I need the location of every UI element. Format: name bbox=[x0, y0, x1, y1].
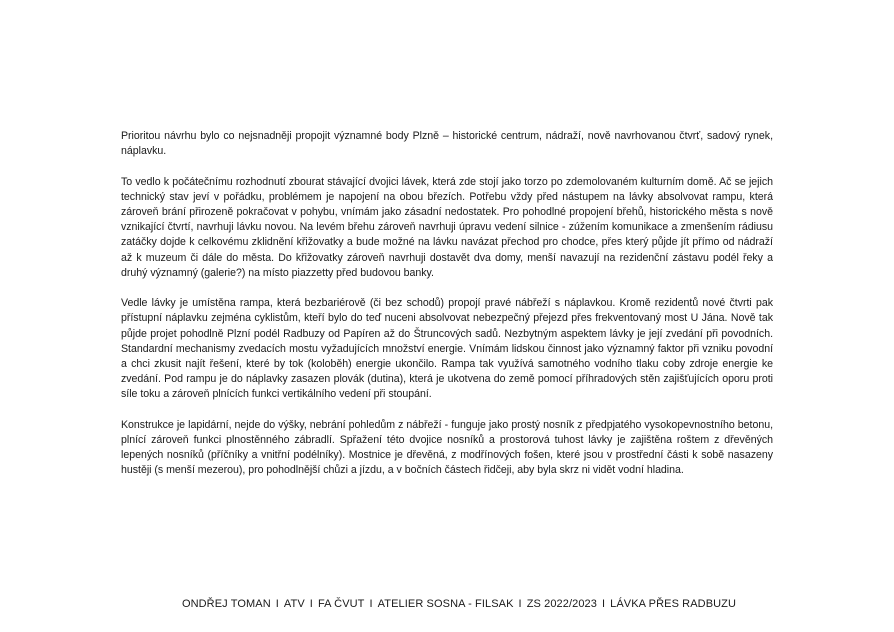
footer bbox=[100, 596, 818, 612]
footer-faculty: FA ČVUT bbox=[317, 598, 365, 610]
footer-studio: ATELIER SOSNA - FILSAK bbox=[377, 598, 514, 610]
footer-department: ATV bbox=[283, 598, 305, 610]
paragraph-ramp: Vedle lávky je umístěna rampa, která bezbariérově (či bez schodů) propojí pravé nábřeží s náplavkou. Kromě rezidentů nové čtvrti pak přístupní náplavku zejména cyklistům, kteří bylo do teď nuceni absolvovat nebezpečný přejezd přes frekventovaný most U Jána. Nově tak půjde projet pohodlně Plzní podél Radbuzy od Papíren až do Štruncových sadů. Nezbytným aspektem lávky je její zvedání při povodních. Standardní mechanismy zvedacích mostu vyžadujících množství energie. Vnímám lidskou činnost jako významný faktor při vzniku povodní a chci zkusit najít řešení, které by tok (koloběh) energie ukončilo. Rampa tak využívá samotného vodního tlaku coby zdroje energie ke zvedání. Pod rampu je do náplavky zasazen plovák (dutina), která je ukotvena do země pomocí příhradových stěn zajišťujících oporu proti síle toku a zároveň plnících funkci vertikálního vedení při stoupání. bbox=[121, 297, 773, 401]
footer-semester: ZS 2022/2023 bbox=[526, 598, 597, 610]
footer-separator: I bbox=[602, 598, 606, 610]
body-text bbox=[121, 129, 773, 494]
paragraph-intro: Prioritou návrhu bylo co nejsnadněji propojit významné body Plzně – historické centrum, nádraží, nově navrhovanou čtvrť, sadový rynek, náplavku. bbox=[121, 130, 773, 158]
footer-separator: I bbox=[309, 598, 313, 610]
footer-project-title: LÁVKA PŘES RADBUZU bbox=[610, 598, 737, 610]
paragraph-demolition: To vedlo k počátečnímu rozhodnutí zbourat stávající dvojici lávek, která zde stojí jako torzo po zdemolovaném kulturním domě. Ač se jejich technický stav jeví v pořádku, problémem je napojení na obou březích. Potřebu vždy před nástupem na lávky absolvovat rampu, která zároveň brání přirozeně pokračovat v pohybu, vnímám jako zásadní nedostatek. Pro pohodlné propojení břehů, historického města s nově vznikající čtvrtí, navrhuji lávku novou. Na levém břehu zároveň navrhuji úpravu vedení silnice - zúžením komunikace a zmenšením rádiusu zatáčky dojde k celkovému zklidnění křižovatky a bude možné na lávku navázat přechod pro chodce, přes který půjde jít přímo od nádraží až k muzeum či dále do města. Do křižovatky zároveň navrhuji dostavět dva domy, menší navazují na rezidenční zástavu podél řeky a druhý významný (galerie?) na místo piazzetty před budovou banky. bbox=[121, 175, 773, 279]
footer-separator: I bbox=[369, 598, 373, 610]
paragraph-construction: Konstrukce je lapidární, nejde do výšky, nebrání pohledům z nábřeží - funguje jako prostý nosník z předpjatého vysokopevnostního betonu, plnící zároveň funkci plnostěnného zábradlí. Spřažení této dvojice nosníků a prostorová tuhost lávky je zajištěna roštem z dřevěných lepených nosníků (příčníky a vnitřní podélníky). Mostnice je dřevěná, z modřínových fošen, které jsou v prostřední části k sobě nasazeny hustěji (s menší mezerou), pro pohodlnější chůzi a jízdu, a v bočních částech řidčeji, aby byla skrz ni vidět vodní hladina. bbox=[121, 418, 773, 477]
footer-author: ONDŘEJ TOMAN bbox=[181, 598, 271, 610]
footer-separator: I bbox=[275, 598, 279, 610]
footer-separator: I bbox=[518, 598, 522, 610]
